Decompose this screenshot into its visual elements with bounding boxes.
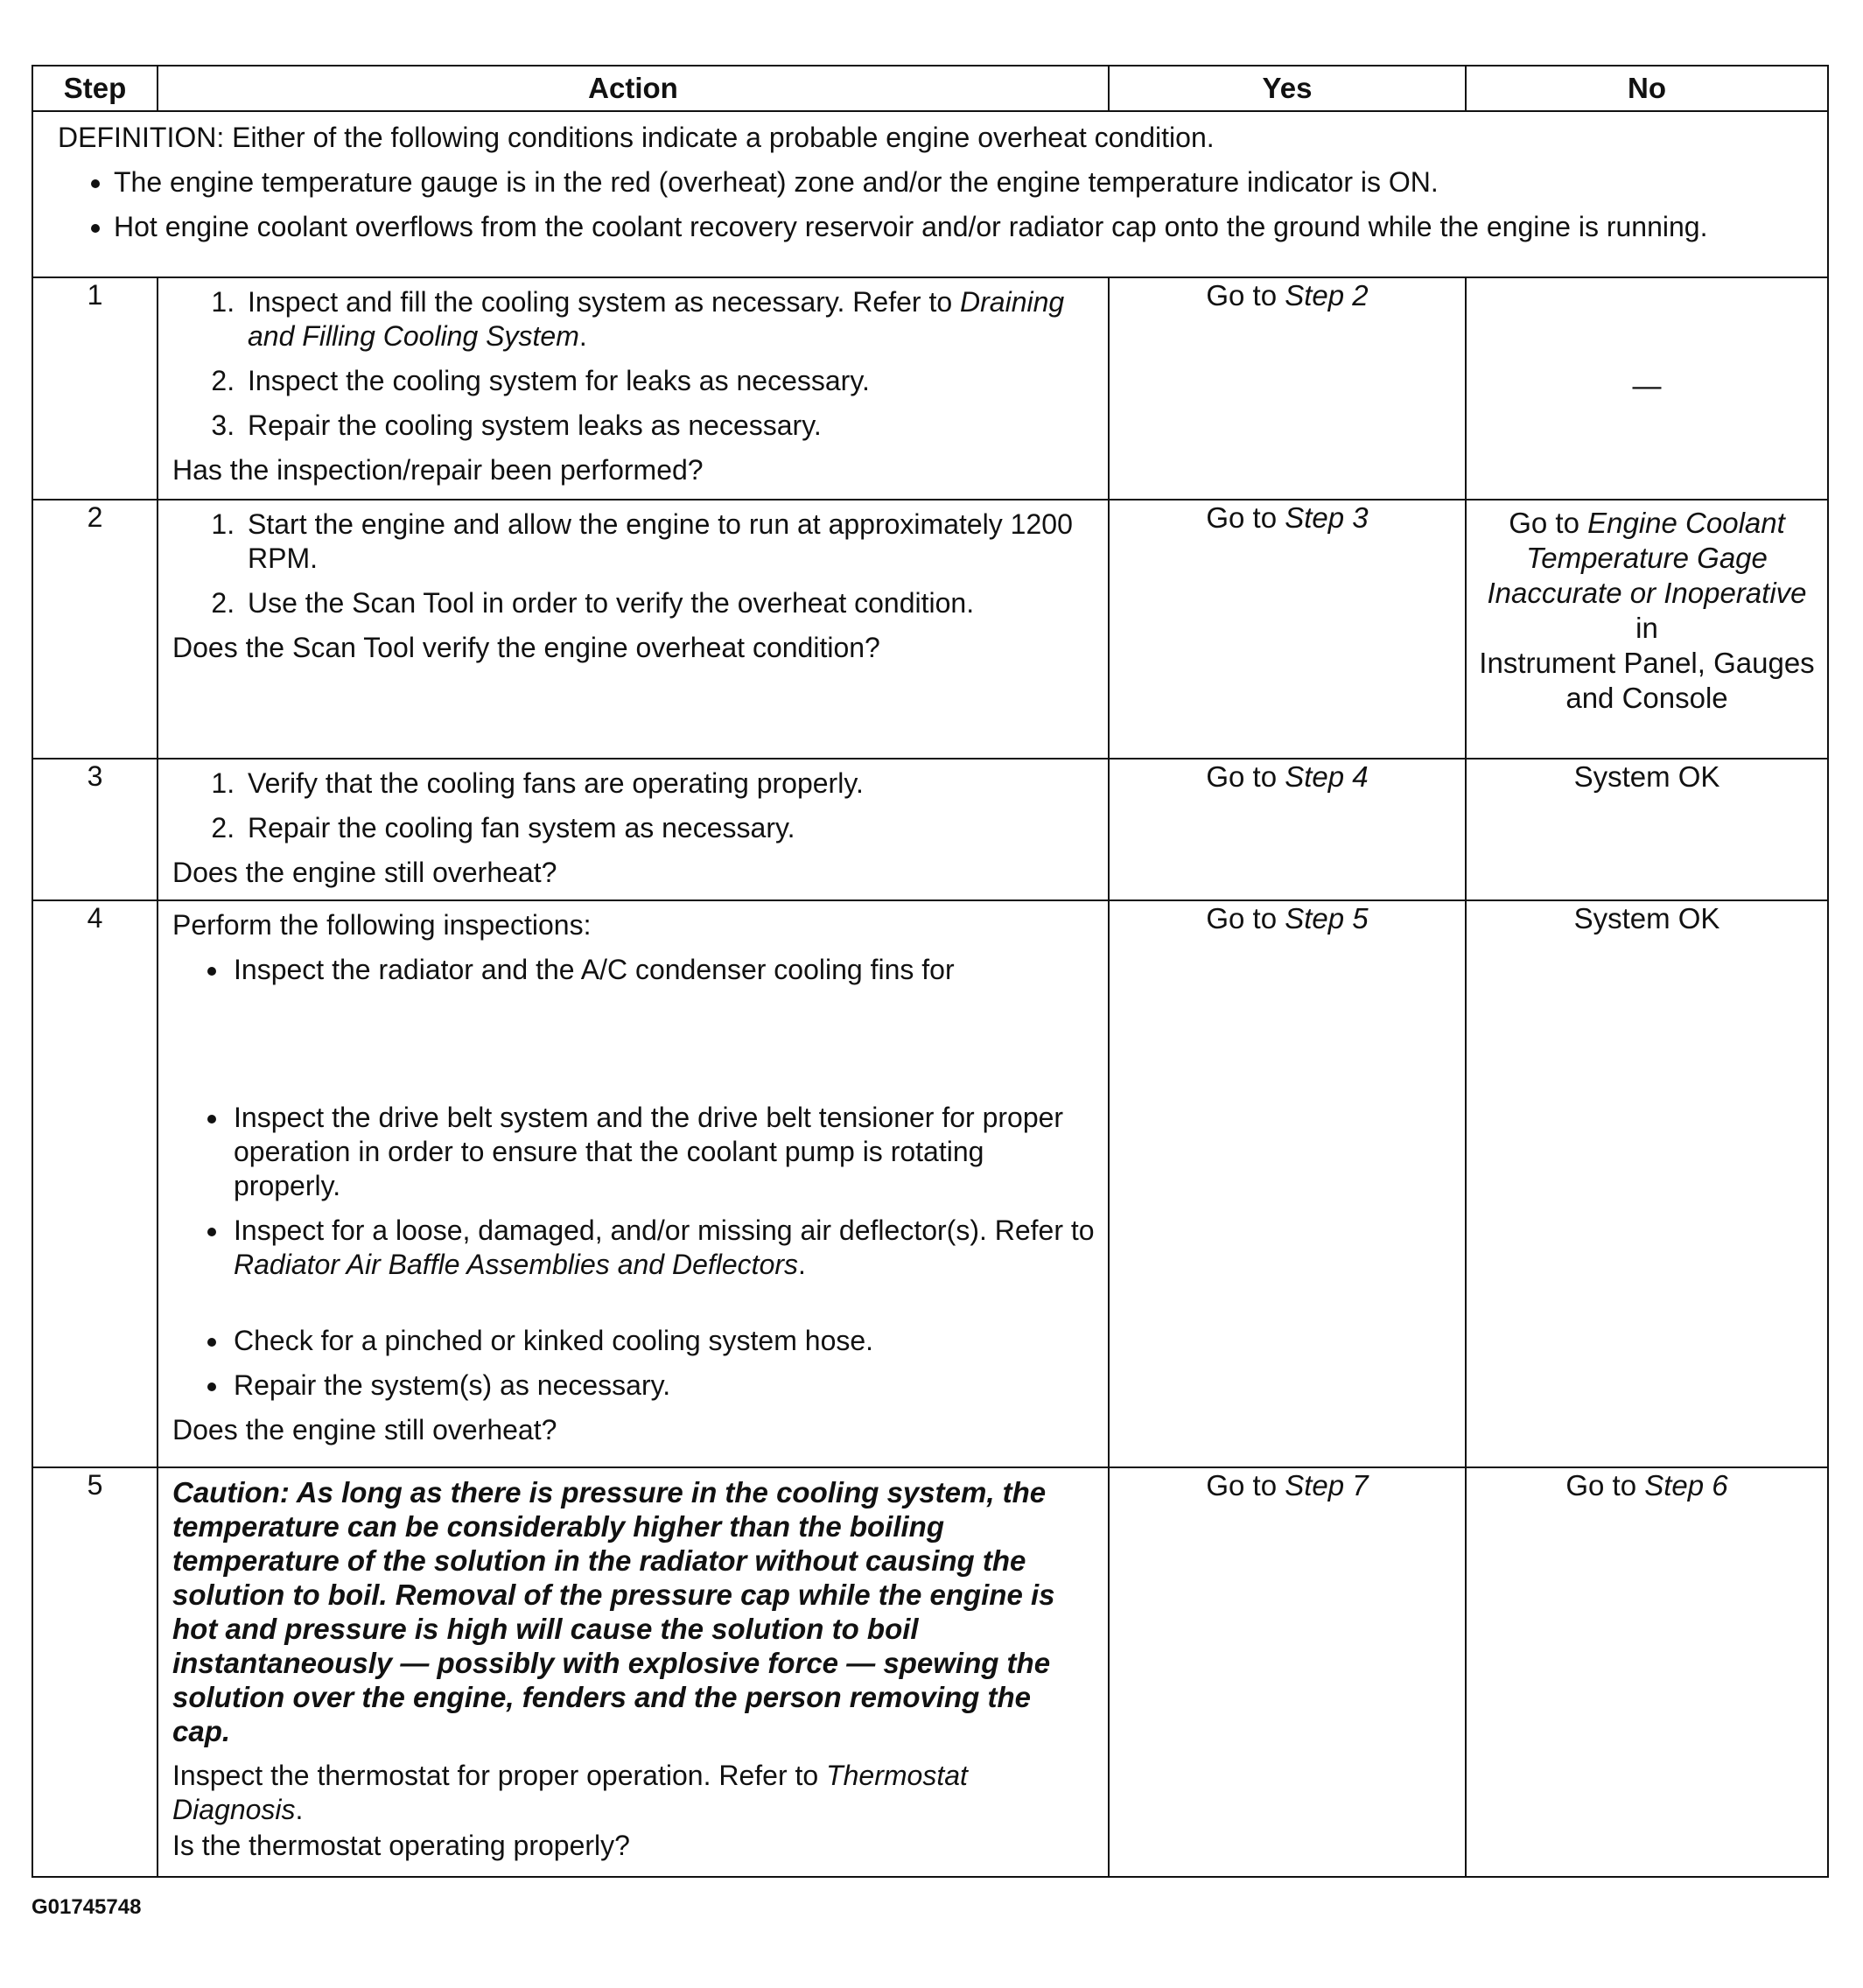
diagnostic-table-container	[32, 65, 1827, 1878]
step-number: 5	[32, 1467, 158, 1877]
action-question: Is the thermostat operating properly?	[172, 1830, 630, 1861]
action-question: Does the engine still overheat?	[172, 1414, 557, 1446]
action-question: Has the inspection/repair been performed?	[172, 454, 704, 486]
header-no: No	[1466, 66, 1828, 111]
reference-link[interactable]: Radiator Air Baffle Assemblies and Deflectors	[234, 1249, 799, 1280]
action-step: 2. Inspect the cooling system for leaks as necessary.	[242, 364, 1096, 398]
no-cell: Go to Step 6	[1466, 1467, 1828, 1877]
action-cell	[158, 759, 1109, 900]
step-link[interactable]: Step 3	[1285, 501, 1369, 534]
step-row-4	[32, 900, 1828, 1467]
no-cell: System OK	[1466, 759, 1828, 900]
action-steps	[172, 508, 1096, 620]
yes-cell: Go to Step 3	[1109, 500, 1466, 759]
action-question: Does the engine still overheat?	[172, 857, 557, 888]
action-step: 2. Use the Scan Tool in order to verify the overheat condition.	[242, 586, 1096, 620]
header-yes: Yes	[1109, 66, 1466, 111]
action-step: 2. Repair the cooling fan system as necessary.	[242, 811, 1096, 845]
no-cell: —	[1466, 277, 1828, 500]
inspection-item: • Inspect for a loose, damaged, and/or missing air deflector(s). Refer to Radiator Air Baffle Assemblies and Deflectors.	[230, 1214, 1096, 1282]
header-action: Action	[158, 66, 1109, 111]
step-link[interactable]: Step 7	[1285, 1469, 1369, 1502]
header-row	[32, 66, 1828, 111]
inspection-item: • Check for a pinched or kinked cooling system hose.	[230, 1324, 1096, 1358]
definition-row	[32, 111, 1828, 277]
step-row-5	[32, 1467, 1828, 1877]
action-intro: Perform the following inspections:	[172, 909, 592, 941]
definition-text: DEFINITION: Either of the following conditions indicate a probable engine overheat condition.	[58, 122, 1215, 153]
inspection-item: • Inspect the radiator and the A/C condenser cooling fins for	[230, 953, 1096, 987]
step-row-3	[32, 759, 1828, 900]
inspection-item: • Repair the system(s) as necessary.	[230, 1368, 1096, 1403]
no-cell: System OK	[1466, 900, 1828, 1467]
figure-id: G01745748	[32, 1895, 142, 1919]
step-link[interactable]: Step 6	[1644, 1469, 1728, 1502]
step-row-2	[32, 500, 1828, 759]
no-cell: Go to Engine Coolant Temperature Gage Inaccurate or Inoperative in Instrument Panel, Gauges and Console	[1466, 500, 1828, 759]
yes-cell: Go to Step 4	[1109, 759, 1466, 900]
action-instruction: Inspect the thermostat for proper operation. Refer to Thermostat Diagnosis.	[172, 1760, 968, 1825]
definition-bullets	[58, 165, 1811, 244]
action-steps	[172, 766, 1096, 845]
step-link[interactable]: Step 4	[1285, 760, 1369, 793]
action-steps	[172, 285, 1096, 443]
step-number: 2	[32, 500, 158, 759]
step-number: 3	[32, 759, 158, 900]
caution-text: Caution: As long as there is pressure in the cooling system, the temperature can be considerably higher than the boiling temperature of the solution in the radiator without causing the solution to boil. Removal of the pressure cap while the engine is hot and pressure is high will cause the solution to boil instantaneously — possibly with explosive force — spewing the solution over the engine, fenders and the person removing the cap.	[172, 1476, 1055, 1747]
step-number: 4	[32, 900, 158, 1467]
action-step: 1. Inspect and fill the cooling system as necessary. Refer to Draining and Filling Cooling System.	[242, 285, 1096, 354]
action-step: 1. Verify that the cooling fans are operating properly.	[242, 766, 1096, 801]
action-step: 1. Start the engine and allow the engine to run at approximately 1200 RPM.	[242, 508, 1096, 576]
yes-cell: Go to Step 5	[1109, 900, 1466, 1467]
action-cell	[158, 277, 1109, 500]
action-cell	[158, 500, 1109, 759]
header-step: Step	[32, 66, 158, 111]
action-question: Does the Scan Tool verify the engine overheat condition?	[172, 632, 880, 663]
action-cell	[158, 900, 1109, 1467]
definition-cell	[32, 111, 1828, 277]
inspection-bullets	[172, 953, 1096, 1403]
definition-bullet: • Hot engine coolant overflows from the coolant recovery reservoir and/or radiator cap onto the ground while the engine is running.	[114, 210, 1811, 244]
inspection-item: • Inspect the drive belt system and the drive belt tensioner for proper operation in order to ensure that the coolant pump is rotating properly.	[230, 1101, 1096, 1203]
definition-bullet: • The engine temperature gauge is in the red (overheat) zone and/or the engine temperature indicator is ON.	[114, 165, 1811, 200]
action-step: 3. Repair the cooling system leaks as necessary.	[242, 409, 1096, 443]
step-link[interactable]: Step 5	[1285, 902, 1369, 934]
step-link[interactable]: Step 2	[1285, 279, 1369, 312]
reference-link[interactable]: Draining and Filling Cooling System	[248, 286, 1065, 352]
step-number: 1	[32, 277, 158, 500]
diagnostic-table	[32, 65, 1829, 1878]
step-row-1	[32, 277, 1828, 500]
reference-link[interactable]: Thermostat Diagnosis	[172, 1760, 968, 1825]
yes-cell: Go to Step 2	[1109, 277, 1466, 500]
action-cell	[158, 1467, 1109, 1877]
reference-link[interactable]: Engine Coolant Temperature Gage Inaccurate or Inoperative	[1487, 507, 1807, 609]
yes-cell: Go to Step 7	[1109, 1467, 1466, 1877]
